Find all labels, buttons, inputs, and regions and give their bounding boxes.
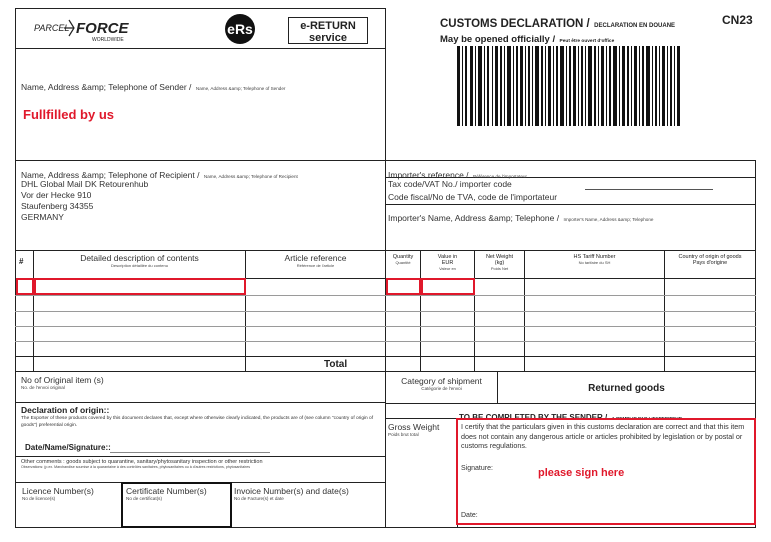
tax-code-label: Tax code/VAT No./ importer code: [388, 179, 512, 189]
col-value-header: [421, 254, 474, 271]
recipient-line-2: Vor der Hecke 910: [21, 190, 92, 200]
total-label: Total: [324, 359, 348, 370]
svg-text:PARCEL: PARCEL: [34, 23, 70, 33]
category-label-fr: Catégorie de l'envoi: [421, 386, 462, 391]
date-label: Date:: [461, 512, 478, 519]
comments-block: [21, 459, 383, 469]
col-description-header: [34, 253, 245, 268]
certificate-number-box[interactable]: [121, 482, 232, 528]
date-name-signature-label: Date/Name/Signature::: [25, 443, 111, 452]
col-value-2: EUR: [441, 260, 454, 266]
svg-text:WORLDWIDE: WORLDWIDE: [92, 37, 124, 43]
col-quantity: Quantity: [392, 254, 414, 260]
certificate-label-fr: No de certificat(s): [126, 496, 162, 501]
recipient-line-1: DHL Global Mail DK Retourenhub: [21, 179, 149, 189]
sign-note: please sign here: [538, 467, 625, 479]
col-hs: HS Tariff Number: [573, 254, 616, 260]
col-article-header: [246, 253, 385, 268]
col-weight-fr: Poids Net: [490, 266, 509, 271]
col-quantity-header: [386, 254, 420, 265]
barcode: [457, 46, 681, 126]
sender-label-line: [21, 77, 381, 95]
tax-code-label-fr: Code fiscal/No de TVA, code de l'importateur: [388, 192, 558, 202]
recipient-address: [21, 179, 148, 223]
sender-label: Name, Address &amp; Telephone of Sender /: [21, 82, 192, 92]
tax-code-underline: [585, 189, 713, 190]
col-description: Detailed description of contents: [80, 253, 199, 263]
col-origin-header: [665, 254, 755, 266]
certification-signature-box[interactable]: [456, 418, 756, 525]
sender-section-top-line: [385, 403, 756, 404]
col-quantity-fr: Quantité: [395, 260, 411, 265]
form-code: CN23: [722, 13, 753, 27]
original-items-label: No of Original item (s): [21, 375, 104, 385]
comments-top-line: [15, 456, 386, 457]
recipient-label: Name, Address &amp; Telephone of Recipient /: [21, 170, 200, 180]
subtitle-block: [440, 29, 760, 47]
row-line-2: [15, 311, 756, 312]
original-items-block: [21, 375, 104, 390]
original-items-label-fr: No. de l'envoi original: [21, 385, 65, 390]
ers-badge: eRs: [225, 14, 255, 44]
item-description-field[interactable]: [34, 278, 246, 295]
signature-label: Signature:: [461, 465, 493, 472]
item-value-field[interactable]: [421, 278, 475, 295]
gross-weight-label-fr: Poids brut total: [388, 432, 419, 437]
licence-label: Licence Number(s): [22, 486, 94, 496]
col-hs-header: [525, 254, 664, 265]
row-line-1: [15, 295, 756, 296]
header-divider: [15, 48, 386, 49]
sender-bottom-line: [15, 160, 756, 161]
col-hs-fr: No tarifaire du SH: [578, 260, 611, 265]
customs-title-fr: DECLARATION EN DOUANE: [594, 23, 676, 29]
parcelforce-logo: [20, 14, 140, 44]
eret-line-1: e-RETURN: [300, 20, 356, 32]
category-block: [386, 376, 497, 391]
eret-service-box: [288, 17, 368, 44]
recipient-line-3: Staufenberg 34355: [21, 201, 94, 211]
col-hash: #: [19, 257, 24, 266]
row-line-5: [15, 356, 756, 357]
recipient-line-4: GERMANY: [21, 212, 64, 222]
col-value-fr: Valeur en: [439, 266, 456, 271]
frame-top-line: [15, 8, 386, 9]
certify-text: I certify that the particulars given in this customs declaration are correct and that this item does not contain any dangerous article or articles prohibited by legislation or by postal or customs regulations.: [461, 422, 745, 451]
declaration-top-line: [15, 402, 386, 403]
category-value: Returned goods: [588, 383, 665, 394]
item-number-field[interactable]: [16, 278, 34, 295]
gross-weight-block: [388, 422, 439, 437]
certificate-label: Certificate Number(s): [126, 486, 207, 496]
comments-label: Other comments : goods subject to quarantine, sanitary/phytosanitary inspection or other restriction: [21, 459, 263, 465]
frame-mid-line: [385, 8, 386, 528]
col-origin-fr: Pays d'origine: [692, 260, 728, 266]
declaration-title: Declaration of origin::: [21, 405, 110, 415]
signature-underline: [110, 452, 270, 453]
col-weight-header: [475, 254, 524, 271]
row-line-4: [15, 341, 756, 342]
importer-ref-label-fr: Référence de l'importateur: [472, 174, 527, 179]
sender-label-fr: Name, Address &amp; Telephone of Sender: [195, 86, 286, 91]
table-top-line: [15, 250, 756, 251]
total-row-bottom: [15, 371, 756, 372]
declaration-text: The Exporter of these products covered by this document declares that, except where otherwise clearly indicated, the products are of (see column "country of origin of goods") preferential origin.: [21, 416, 374, 428]
row-line-3: [15, 326, 756, 327]
svg-text:FORCE: FORCE: [76, 20, 129, 37]
col-weight-2: (kg): [494, 260, 505, 266]
licence-block: [22, 486, 94, 501]
col-origin: Country of origin of goods: [678, 254, 742, 260]
col-article: Article reference: [284, 253, 347, 263]
comments-label-fr: Observations: (p.ex. Marchandise soumise à la quarantaine à des contrôles sanitaires, phytosanitaires ou à d'autres restrictions, phytosanitaires: [21, 465, 251, 469]
sender-note: Fullfilled by us: [23, 107, 115, 122]
customs-title: CUSTOMS DECLARATION /: [440, 18, 590, 30]
frame-left-line: [15, 8, 16, 528]
importer-name-line: [388, 208, 754, 226]
eret-line-2: service: [309, 32, 347, 44]
item-quantity-field[interactable]: [386, 278, 421, 295]
category-label: Category of shipment: [401, 376, 482, 386]
invoice-label-fr: No de Facture(s) et date: [234, 496, 284, 501]
col-weight-1: Net Weight: [485, 254, 514, 260]
importer-name-label-fr: Importer's Name, Address &amp; Telephone: [563, 217, 654, 222]
invoice-block: [234, 486, 349, 501]
col-description-fr: Description détaillée du contenu: [111, 263, 168, 268]
importer-name-label: Importer's Name, Address &amp; Telephone /: [388, 213, 560, 223]
recipient-label-fr: Name, Address &amp; Telephone of Recipient: [203, 174, 298, 179]
col-value-1: Value in: [437, 254, 458, 260]
gross-weight-label: Gross Weight: [388, 422, 440, 432]
licence-label-fr: No de licence(s): [22, 496, 56, 501]
invoice-label: Invoice Number(s) and date(s): [234, 486, 349, 496]
subtitle-fr: Peut être ouvert d'office: [559, 39, 615, 44]
importer-ref-label: Importer's reference /: [388, 170, 469, 180]
col-article-fr: Référence de l'article: [296, 263, 335, 268]
importer-tax-line: [385, 204, 756, 205]
subtitle: May be opened officially /: [440, 34, 556, 45]
